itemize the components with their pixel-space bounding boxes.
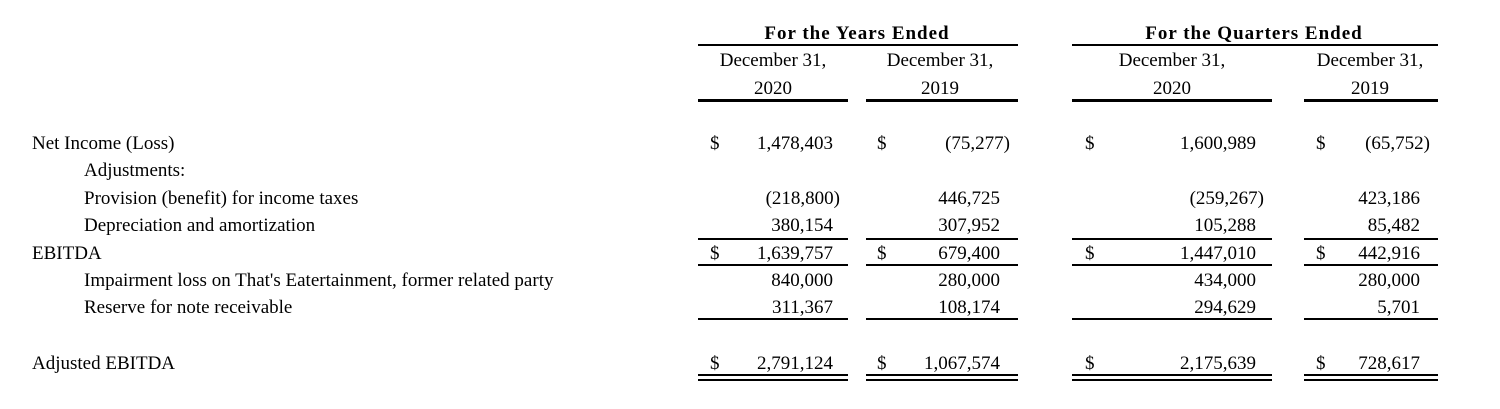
cell-value: (75,277) (945, 133, 1010, 154)
total-double-line (866, 379, 1018, 381)
cell-value: 1,067,574 (924, 353, 1000, 374)
cell-value: 423,186 (1358, 188, 1420, 209)
col4-header-underline (1304, 99, 1438, 102)
cell-currency: $ (1316, 243, 1326, 264)
cell-value: (65,752) (1365, 133, 1430, 154)
subtotal-line (698, 264, 848, 266)
cell-currency: $ (710, 353, 720, 374)
col4-header-line2: 2019 (1351, 78, 1389, 99)
cell-value: 380,154 (771, 215, 833, 236)
cell-value: 5,701 (1377, 297, 1420, 318)
cell-value: 307,952 (938, 215, 1000, 236)
cell-value: 280,000 (938, 270, 1000, 291)
col4-header-line1: December 31, (1316, 50, 1424, 71)
subtotal-line (866, 264, 1018, 266)
quarters-group-underline (1072, 44, 1438, 46)
quarters-group-header: For the Quarters Ended (1145, 23, 1363, 44)
cell-value: 108,174 (938, 297, 1000, 318)
cell-value: 85,482 (1367, 215, 1420, 236)
cell-value: 105,288 (1194, 215, 1256, 236)
subtotal-line (1072, 264, 1272, 266)
row-label-depreciation: Depreciation and amortization (84, 215, 316, 236)
cell-currency: $ (1316, 133, 1326, 154)
subtotal-line (866, 318, 1018, 320)
total-double-line (866, 374, 1018, 376)
row-label-ebitda: EBITDA (32, 243, 102, 264)
col3-header-underline (1072, 99, 1272, 102)
cell-value: 840,000 (771, 270, 833, 291)
col1-header-line1: December 31, (719, 50, 827, 71)
subtotal-line (1304, 318, 1438, 320)
years-group-header: For the Years Ended (764, 23, 950, 44)
subtotal-line (866, 238, 1018, 240)
cell-currency: $ (877, 243, 887, 264)
col1-header-line2: 2020 (754, 78, 792, 99)
cell-value: 728,617 (1358, 353, 1420, 374)
col2-header-line1: December 31, (886, 50, 994, 71)
cell-value: 2,175,639 (1180, 353, 1256, 374)
total-double-line (1072, 374, 1272, 376)
row-label-adjustments: Adjustments: (84, 160, 186, 181)
cell-value: 1,639,757 (757, 243, 833, 264)
cell-value: 311,367 (771, 297, 833, 318)
cell-value: 434,000 (1194, 270, 1256, 291)
cell-currency: $ (1316, 353, 1326, 374)
cell-currency: $ (710, 133, 720, 154)
years-group-underline (698, 44, 1018, 46)
total-double-line (1072, 379, 1272, 381)
cell-currency: $ (877, 133, 887, 154)
cell-value: 442,916 (1358, 243, 1420, 264)
subtotal-line (698, 238, 848, 240)
row-label-reserve: Reserve for note receivable (84, 297, 293, 318)
cell-currency: $ (1085, 353, 1095, 374)
cell-value: (259,267) (1189, 188, 1264, 209)
cell-value: 446,725 (938, 188, 1000, 209)
row-label-net-income: Net Income (Loss) (32, 133, 175, 154)
subtotal-line (1072, 318, 1272, 320)
total-double-line (698, 374, 848, 376)
total-double-line (698, 379, 848, 381)
total-double-line (1304, 379, 1438, 381)
cell-value: 679,400 (938, 243, 1000, 264)
row-label-adjusted-ebitda: Adjusted EBITDA (32, 353, 176, 374)
subtotal-line (1304, 238, 1438, 240)
col3-header-line1: December 31, (1118, 50, 1226, 71)
cell-currency: $ (710, 243, 720, 264)
subtotal-line (1072, 238, 1272, 240)
col1-header-underline (698, 99, 848, 102)
cell-value: 294,629 (1194, 297, 1256, 318)
cell-currency: $ (1085, 133, 1095, 154)
row-label-income-taxes: Provision (benefit) for income taxes (84, 188, 359, 209)
cell-currency: $ (877, 353, 887, 374)
cell-value: (218,800) (765, 188, 840, 209)
cell-value: 1,447,010 (1180, 243, 1256, 264)
cell-value: 2,791,124 (757, 353, 833, 374)
cell-value: 1,478,403 (757, 133, 833, 154)
col3-header-line2: 2020 (1153, 78, 1191, 99)
row-label-impairment: Impairment loss on That's Eatertainment, former related party (84, 270, 554, 291)
subtotal-line (1304, 264, 1438, 266)
col2-header-underline (866, 99, 1018, 102)
col2-header-line2: 2019 (921, 78, 959, 99)
subtotal-line (698, 318, 848, 320)
cell-currency: $ (1085, 243, 1095, 264)
cell-value: 1,600,989 (1180, 133, 1256, 154)
cell-value: 280,000 (1358, 270, 1420, 291)
total-double-line (1304, 374, 1438, 376)
